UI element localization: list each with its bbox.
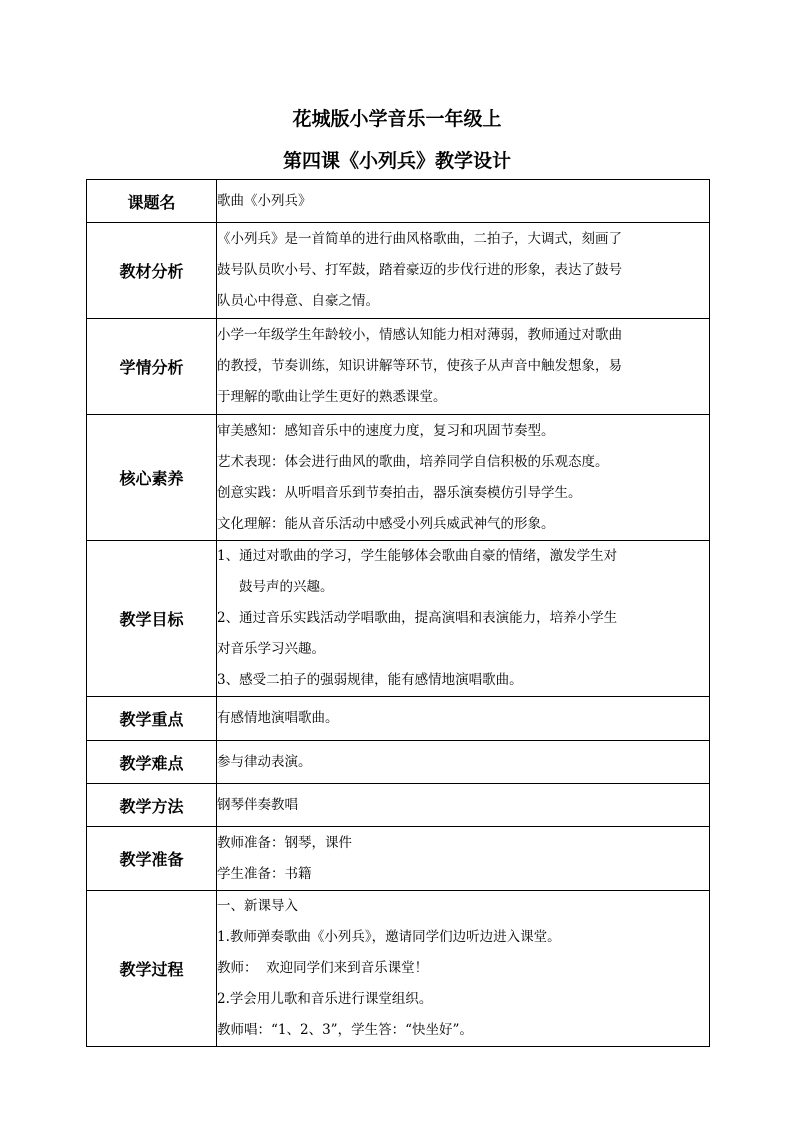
row-label-goals: 教学目标 [87, 541, 217, 697]
students-line: 小学一年级学生年龄较小，情感认知能力相对薄弱，教师通过对歌曲 [217, 327, 622, 343]
prep-line: 教师准备：钢琴，课件 [217, 834, 352, 851]
table-row [87, 223, 710, 319]
table-row [87, 891, 710, 1047]
table-row [87, 697, 710, 741]
row-value-students [217, 319, 710, 415]
row-label-topic: 课题名 [87, 180, 217, 223]
document-subtitle: 第四课《小列兵》教学设计 [282, 150, 511, 172]
row-value-material [217, 223, 710, 319]
row-label-method: 教学方法 [87, 784, 217, 827]
goals-line: 3、感受二拍子的强弱规律，能有感情地演唱歌曲。 [217, 672, 523, 688]
goals-line: 1、通过对歌曲的学习，学生能够体会歌曲自豪的情绪，激发学生对 [217, 548, 618, 564]
goals-line: 对音乐学习兴趣。 [217, 641, 325, 657]
document-title: 花城版小学音乐一年级上 [292, 108, 502, 130]
row-value-keypoint: 有感情地演唱歌曲。 [217, 697, 710, 741]
prep-line: 学生准备：书籍 [217, 865, 312, 882]
lesson-plan-table [86, 179, 710, 1047]
students-line: 于理解的歌曲让学生更好的熟悉课堂。 [217, 389, 447, 405]
table-row [87, 827, 710, 891]
goals-line: 2、通过音乐实践活动学唱歌曲，提高演唱和表演能力，培养小学生 [217, 610, 618, 626]
row-value-literacy [217, 415, 710, 541]
row-value-process [217, 891, 710, 1047]
process-line: 1.教师弹奏歌曲《小列兵》，邀请同学们边听边进入课堂。 [217, 929, 561, 945]
row-label-prep: 教学准备 [87, 827, 217, 891]
row-value-prep [217, 827, 710, 891]
row-value-difficulty: 参与律动表演。 [217, 741, 710, 784]
row-value-goals [217, 541, 710, 697]
row-value-method: 钢琴伴奏教唱 [217, 784, 710, 827]
literacy-line: 审美感知：感知音乐中的速度力度，复习和巩固节奏型。 [217, 422, 555, 439]
table-row [87, 319, 710, 415]
row-label-process: 教学过程 [87, 891, 217, 1047]
table-row [87, 415, 710, 541]
process-line: 教师： 欢迎同学们来到音乐课堂！ [217, 960, 429, 976]
goals-line: 鼓号声的兴趣。 [239, 579, 334, 595]
literacy-line: 创意实践：从听唱音乐到节奏拍击，器乐演奏模仿引导学生。 [217, 484, 582, 501]
material-line: 队员心中得意、自豪之情。 [217, 293, 379, 309]
material-line: 鼓号队员吹小号、打军鼓，踏着豪迈的步伐行进的形象，表达了鼓号 [217, 262, 622, 278]
row-label-students: 学情分析 [87, 319, 217, 415]
row-label-material: 教材分析 [87, 223, 217, 319]
row-label-keypoint: 教学重点 [87, 697, 217, 741]
table-row [87, 741, 710, 784]
students-line: 的教授，节奏训练，知识讲解等环节，使孩子从声音中触发想象，易 [217, 358, 622, 374]
material-line: 《小列兵》是一首简单的进行曲风格歌曲，二拍子，大调式，刻画了 [217, 231, 622, 247]
process-line: 教师唱：“1、2、3”，学生答：“快坐好”。 [217, 1022, 473, 1038]
literacy-line: 艺术表现：体会进行曲风的歌曲，培养同学自信积极的乐观态度。 [217, 453, 609, 470]
row-label-literacy: 核心素养 [87, 415, 217, 541]
process-line: 一、新课导入 [217, 898, 298, 914]
literacy-line: 文化理解：能从音乐活动中感受小列兵威武神气的形象。 [217, 515, 555, 532]
table-row [87, 784, 710, 827]
row-value-topic: 歌曲《小列兵》 [217, 180, 710, 223]
table-row [87, 541, 710, 697]
table-row [87, 180, 710, 223]
process-line: 2.学会用儿歌和音乐进行课堂组织。 [217, 991, 433, 1007]
row-label-difficulty: 教学难点 [87, 741, 217, 784]
